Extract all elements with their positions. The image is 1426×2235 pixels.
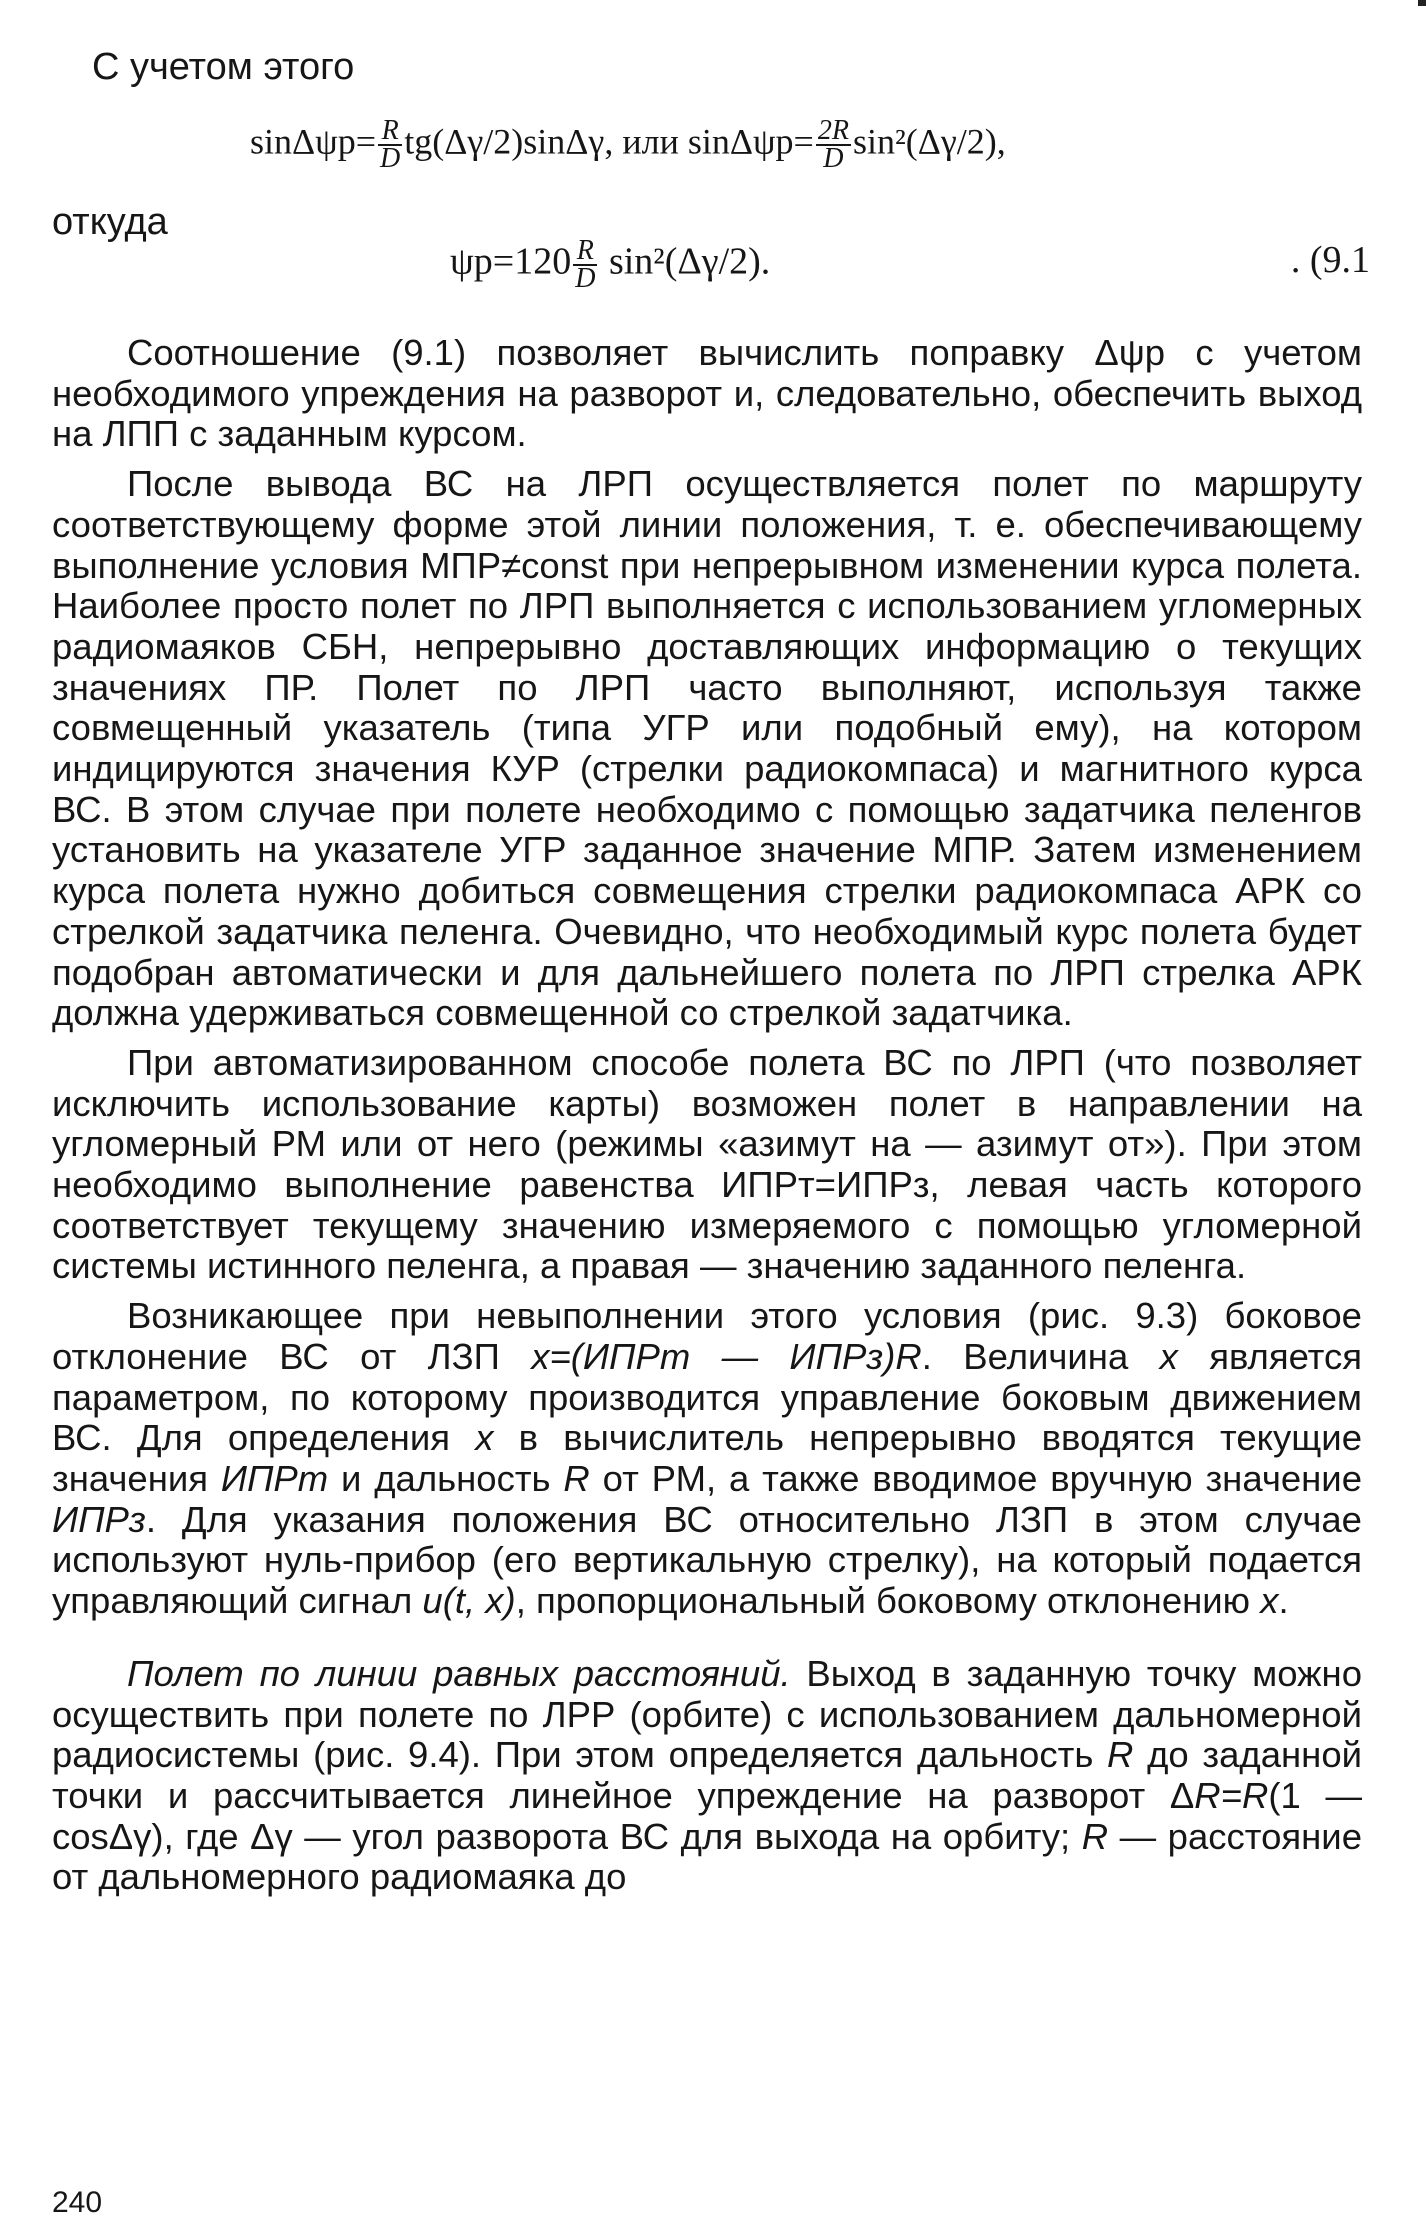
body-text — [52, 333, 1362, 1898]
formula-lhs: sinΔψр= — [250, 121, 376, 162]
paragraph-equal-distance: Полет по линии равных расстояний. Выход в заданную точку можно осуществить при полете по ЛРР (орбите) с использованием дальномерной радиосистемы (рис. 9.4). При этом определяется дальность R до заданной точки и рассчитывается линейное упреждение на разворот ΔR=R(1 — cosΔγ), где Δγ — угол разворота ВС для выхода на орбиту; R — расстояние от дальномерного радиомаяка до — [52, 1652, 1363, 1898]
formula-main-rhs: sin²(Δγ/2). — [608, 240, 771, 283]
intro-label: С учетом этого — [92, 46, 355, 88]
fraction-2r-over-d: $\frac{2R}{D}$ — [817, 115, 849, 174]
fraction-r-over-d-main: $\frac{R}{D}$ — [575, 235, 596, 294]
whence-label: откуда — [52, 201, 168, 243]
fraction-r-over-d: $\frac{R}{D}$ — [380, 115, 401, 174]
paragraph-lateral-deviation: Возникающее при невыполнении этого условия (рис. 9.3) боковое отклонение ВС от ЛЗП x=(ИПРт — ИПРз)R. Величина x является параметром, по которому производится управление боковым движением ВС. Для определения x в вычислитель непрерывно вводятся текущие значения ИПРт и дальность R от РМ, а также вводимое вручную значение ИПРз. Для указания положения ВС относительно ЛЗП в этом случае используют нуль-прибор (его вертикальную стрелку), на который подается управляющий сигнал u(t, x), пропорциональный боковому отклонению x. — [52, 1295, 1363, 1622]
paragraph-lrp-flight: После вывода ВС на ЛРП осуществляется полет по маршруту соответствующему форме этой линии положения, т. е. обеспечивающему выполнение условия МПР≠const при непрерывном изменении курса полета. Наиболее просто полет по ЛРП выполняется с использованием угломерных радиомаяков СБН, непрерывно доставляющих информацию о текущих значениях ПР. Полет по ЛРП часто выполняют, используя также совмещенный указатель (типа УГР или подобный ему), на котором индицируются значения КУР (стрелки радиокомпаса) и магнитного курса ВС. В этом случае при полете необходимо с помощью задатчика пеленгов установить на указателе УГР заданное значение МПР. Затем изменением курса полета нужно добиться совмещения стрелки радиокомпаса АРК со стрелкой задатчика пеленга. Очевидно, что необходимый курс полета будет подобран автоматически и для дальнейшего полета по ЛРП стрелка АРК должна удерживаться совмещенной со стрелкой задатчика. — [52, 463, 1362, 1034]
formula-tail: sin²(Δγ/2), — [852, 121, 1006, 162]
formula-9-1 — [450, 235, 1370, 294]
equation-number: . (9.1 — [1290, 239, 1370, 281]
formula-x: x=(ИПРт — ИПРз)R — [531, 1335, 922, 1377]
scan-edge-mark — [1418, 0, 1426, 6]
page-number: 240 — [52, 2186, 103, 2219]
section-heading: Полет по линии равных расстояний. — [127, 1652, 791, 1694]
paragraph-correction: Соотношение (9.1) позволяет вычислить поправку Δψр с учетом необходимого упреждения на разворот и, следовательно, обеспечить выход на ЛПП с заданным курсом. — [52, 332, 1362, 455]
paragraph-automated-flight: При автоматизированном способе полета ВС по ЛРП (что позволяет исключить использование карты) возможен полет в направлении на угломерный РМ или от него (режимы «азимут на — азимут от»). При этом необходимо выполнение равенства ИПРт=ИПРз, левая часть которого соответствует текущему значению измеряемого с помощью угломерной системы истинного пеленга, а правая — значению заданного пеленга. — [52, 1041, 1362, 1287]
formula-main-lhs: ψр=120 — [450, 240, 572, 283]
formula-sin-delta-psi — [250, 115, 1370, 174]
formula-middle: tg(Δγ/2)sinΔγ, или sinΔψр= — [404, 121, 814, 162]
